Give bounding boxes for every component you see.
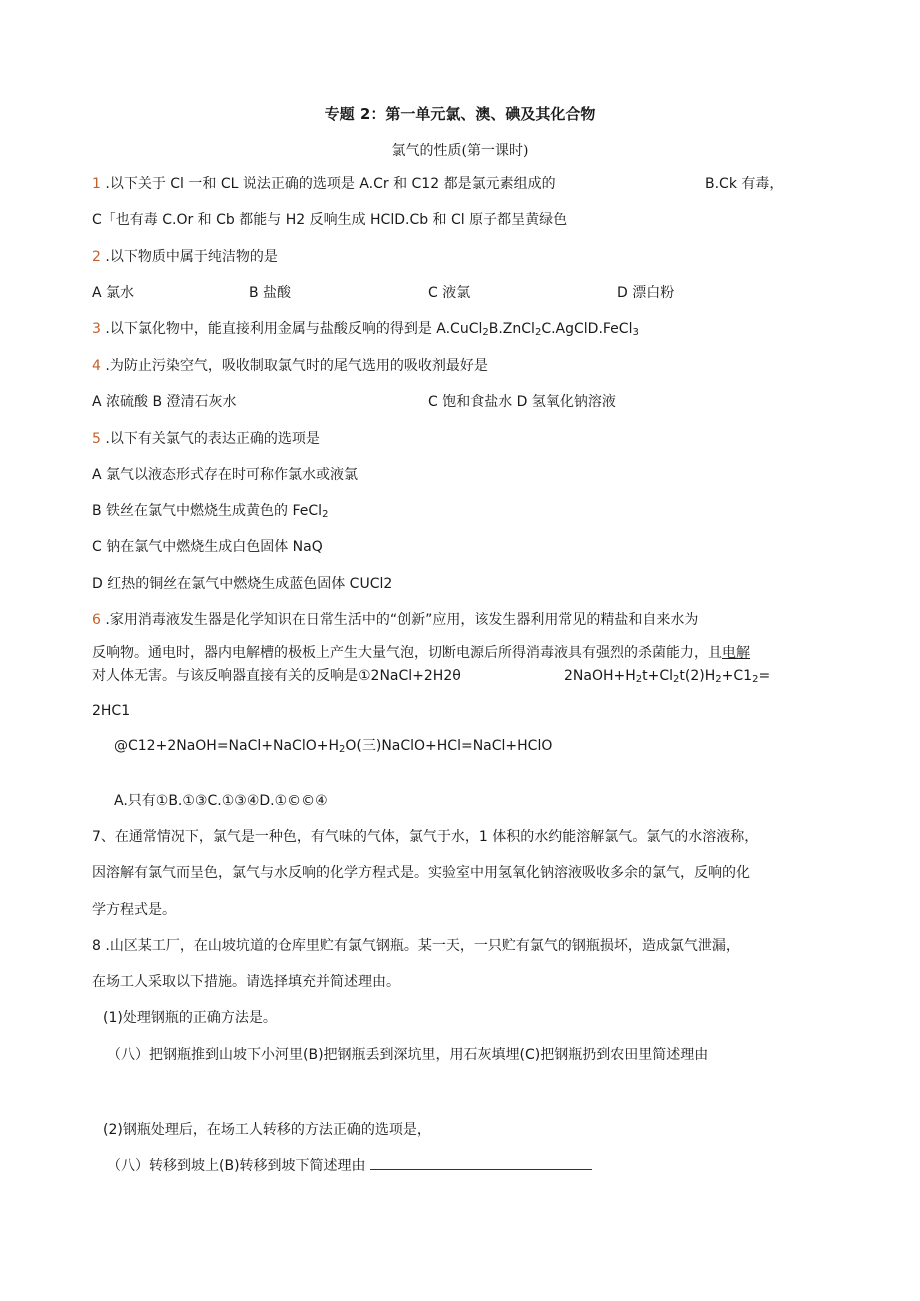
subscript: 2	[635, 674, 643, 685]
question-6-line-3: 对人体无害。与该反响器直接有关的反响是①2NaCl+2H2θ	[92, 668, 461, 684]
question-text: .以下物质中属于纯洁物的是	[100, 249, 278, 265]
option-a-b: A 浓硫酸 B 澄清石灰水	[92, 394, 237, 410]
question-7: 7、在通常情况下，氯气是一种色，有气味的气体，氯气于水，1 体积的水约能溶解氯气。氯气的水溶液称，	[92, 829, 759, 845]
question-number: 1	[92, 176, 101, 192]
option-c-d: C 饱和食盐水 D 氢氧化钠溶液	[428, 394, 616, 410]
question-7-line-3: 学方程式是。	[92, 902, 176, 918]
question-8-part-1: (1)处理钢瓶的正确方法是。	[103, 1010, 277, 1026]
question-8-line-2: 在场工人采取以下措施。请选择填充并简述理由。	[92, 974, 400, 990]
page-title: 专题 2：第一单元氯、澳、碘及其化合物	[324, 105, 596, 123]
subscript: 2	[339, 744, 346, 755]
question-6-options: A.只有①B.①③C.①③④D.①©©④	[114, 793, 328, 809]
eq-part: +C1	[721, 668, 753, 684]
question-8-part-1-options: （八）把钢瓶推到山坡下小河里(B)把钢瓶丢到深坑里，用石灰填埋(C)把钢瓶扔到农田里简述理由	[107, 1047, 709, 1063]
question-6	[92, 611, 698, 629]
subscript: 2	[482, 327, 489, 338]
eq-part: 2NaOH+H	[564, 668, 636, 684]
subscript: 3	[632, 327, 639, 338]
option-c: C 液氯	[428, 285, 471, 301]
subscript: 2	[673, 674, 680, 685]
question-text: .家用消毒液发生器是化学知识在日常生活中的“创新”应用，该发生器利用常见的精盐和自来水为	[100, 612, 699, 628]
question-number: 6	[92, 612, 101, 628]
question-text: .为防止污染空气，吸收制取氯气时的尾气选用的吸收剂最好是	[100, 358, 488, 374]
question-text: .以下关于 Cl 一和 CL 说法正确的选项是 A.Cr 和 C12 都是氯元素组成的	[100, 176, 556, 192]
equation-2	[114, 737, 552, 755]
question-8-part-2: (2)钢瓶处理后，在场工人转移的方法正确的选项是，	[103, 1122, 431, 1138]
text: 反响物。通电时，器内电解槽的极板上产生大量气泡，切断电源后所得消毒液具有强烈的杀菌能力，且	[92, 645, 722, 661]
question-1	[92, 175, 556, 193]
eq-part: O(三)NaClO+HCl=NaCl+HClO	[345, 738, 553, 754]
question-6-line-4: 2HC1	[92, 703, 131, 719]
subscript: 2	[715, 674, 722, 685]
question-2	[92, 248, 278, 266]
question-number: 3	[92, 321, 101, 337]
question-number: 4	[92, 358, 101, 374]
subscript: 2	[752, 674, 759, 685]
question-number: 2	[92, 249, 101, 265]
eq-part: =	[758, 668, 771, 684]
question-8	[92, 937, 740, 955]
option-d: D 红热的铜丝在氯气中燃烧生成蓝色固体 CUCl2	[92, 576, 393, 592]
question-6-line-2	[92, 644, 750, 662]
subscript: 2	[322, 509, 329, 520]
question-text-end: C.AgClD.FeCl	[541, 321, 633, 337]
question-3	[92, 320, 639, 338]
question-text-mid: B.ZnCl	[488, 321, 535, 337]
option-a: A 氯水	[92, 285, 135, 301]
question-4	[92, 357, 488, 375]
option-c: C 钠在氯气中燃烧生成白色固体 NaQ	[92, 539, 323, 555]
eq-part: @C12+2NaOH=NaCl+NaClO+H	[114, 738, 339, 754]
options-text: （八）转移到坡上(B)转移到坡下简述理由	[107, 1158, 366, 1174]
equation-1	[564, 667, 770, 685]
eq-part: t+Cl	[642, 668, 674, 684]
question-7-line-2: 因溶解有氯气而呈色，氯气与水反响的化学方程式是。实验室中用氢氧化钠溶液吸收多余的氯气，反响的化	[92, 865, 750, 881]
question-number: 8	[92, 938, 101, 954]
eq-part: t(2)H	[679, 668, 716, 684]
underlined-text: 电解	[722, 645, 750, 661]
question-1-line-2: C「也有毒 C.Or 和 Cb 都能与 H2 反响生成 HClD.Cb 和 Cl 原子都呈黄绿色	[92, 212, 568, 228]
question-number: 5	[92, 431, 101, 447]
option-b: B 盐酸	[249, 285, 292, 301]
option-text: B 铁丝在氯气中燃烧生成黄色的 FeCl	[92, 503, 323, 519]
question-5	[92, 430, 320, 448]
question-text: .山区某工厂，在山坡坑道的仓库里贮有氯气钢瓶。某一天，一只贮有氯气的钢瓶损坏，造成氯气泄漏，	[100, 938, 740, 954]
question-1-option-b: B.Ck 有毒，	[705, 176, 784, 192]
option-d: D 漂白粉	[617, 285, 675, 301]
option-a: A 氯气以液态形式存在时可称作氯水或液氯	[92, 467, 359, 483]
answer-blank[interactable]	[370, 1157, 592, 1170]
option-b	[92, 502, 328, 520]
question-text: .以下氯化物中，能直接利用金属与盐酸反响的得到是 A.CuCl	[100, 321, 483, 337]
page-subtitle: 氯气的性质(第一课时)	[391, 143, 529, 159]
question-text: .以下有关氯气的表达正确的选项是	[100, 431, 320, 447]
subscript: 2	[534, 327, 542, 338]
question-8-part-2-options	[107, 1157, 592, 1175]
